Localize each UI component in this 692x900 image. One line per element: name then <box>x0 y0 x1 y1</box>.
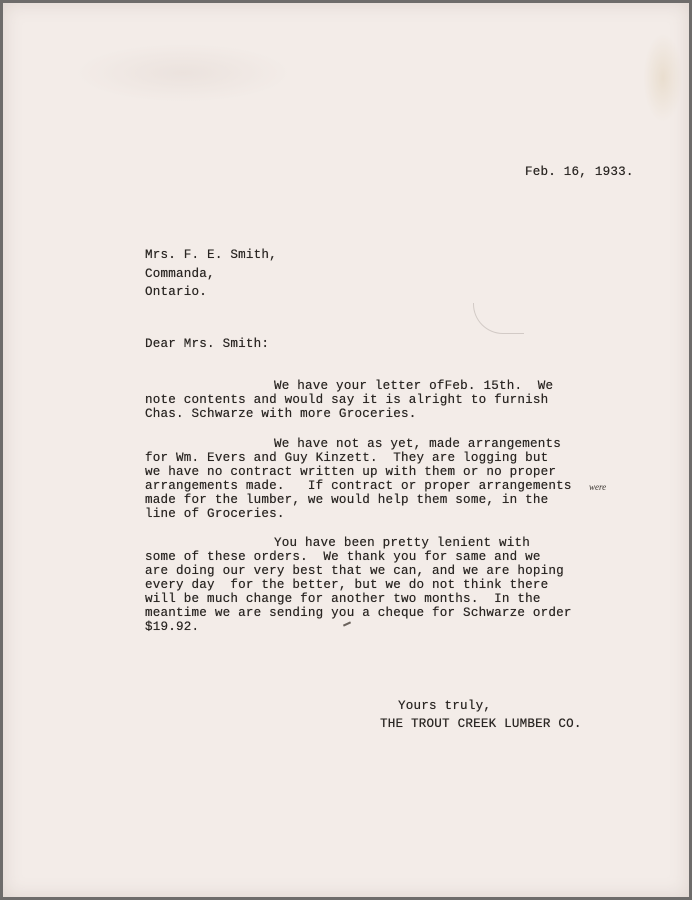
recipient-name: Mrs. F. E. Smith, <box>145 248 277 262</box>
paper-stain <box>73 43 293 103</box>
paragraph-3-line: will be much change for another two months. In the <box>145 592 541 606</box>
paragraph-3-line: are doing our very best that we can, and we are hoping <box>145 564 564 578</box>
letter-date: Feb. 16, 1933. <box>525 165 634 179</box>
paragraph-3-line: You have been pretty lenient with <box>274 536 530 550</box>
paragraph-2-line: for Wm. Evers and Guy Kinzett. They are logging but <box>145 451 549 465</box>
paragraph-2-line: line of Groceries. <box>145 507 285 521</box>
letter-page <box>3 3 689 897</box>
company-signature: THE TROUT CREEK LUMBER CO. <box>380 717 582 731</box>
paragraph-1-line: note contents and would say it is alright to furnish <box>145 393 549 407</box>
recipient-province: Ontario. <box>145 285 208 299</box>
salutation: Dear Mrs. Smith: <box>145 337 270 351</box>
paragraph-2-line: made for the lumber, we would help them some, in the <box>145 493 549 507</box>
paragraph-3-line: $19.92. <box>145 620 200 634</box>
paragraph-2-line: we have no contract written up with them or no proper <box>145 465 557 479</box>
paragraph-1-line: We have your letter ofFeb. 15th. We <box>274 379 554 393</box>
paragraph-3-line: every day for the better, but we do not think there <box>145 578 549 592</box>
paragraph-2-line: arrangements made. If contract or proper arrangements <box>145 479 572 493</box>
handwritten-insert: were <box>589 482 607 492</box>
paragraph-3-line: some of these orders. We thank you for same and we <box>145 550 541 564</box>
paragraph-2-line: We have not as yet, made arrangements <box>274 437 562 451</box>
paragraph-1-line: Chas. Schwarze with more Groceries. <box>145 407 417 421</box>
closing: Yours truly, <box>398 699 492 713</box>
pencil-mark <box>473 303 524 334</box>
pencil-mark <box>343 621 351 626</box>
recipient-town: Commanda, <box>145 267 215 281</box>
paragraph-3-line: meantime we are sending you a cheque for Schwarze order <box>145 606 572 620</box>
paper-stain <box>643 33 683 123</box>
